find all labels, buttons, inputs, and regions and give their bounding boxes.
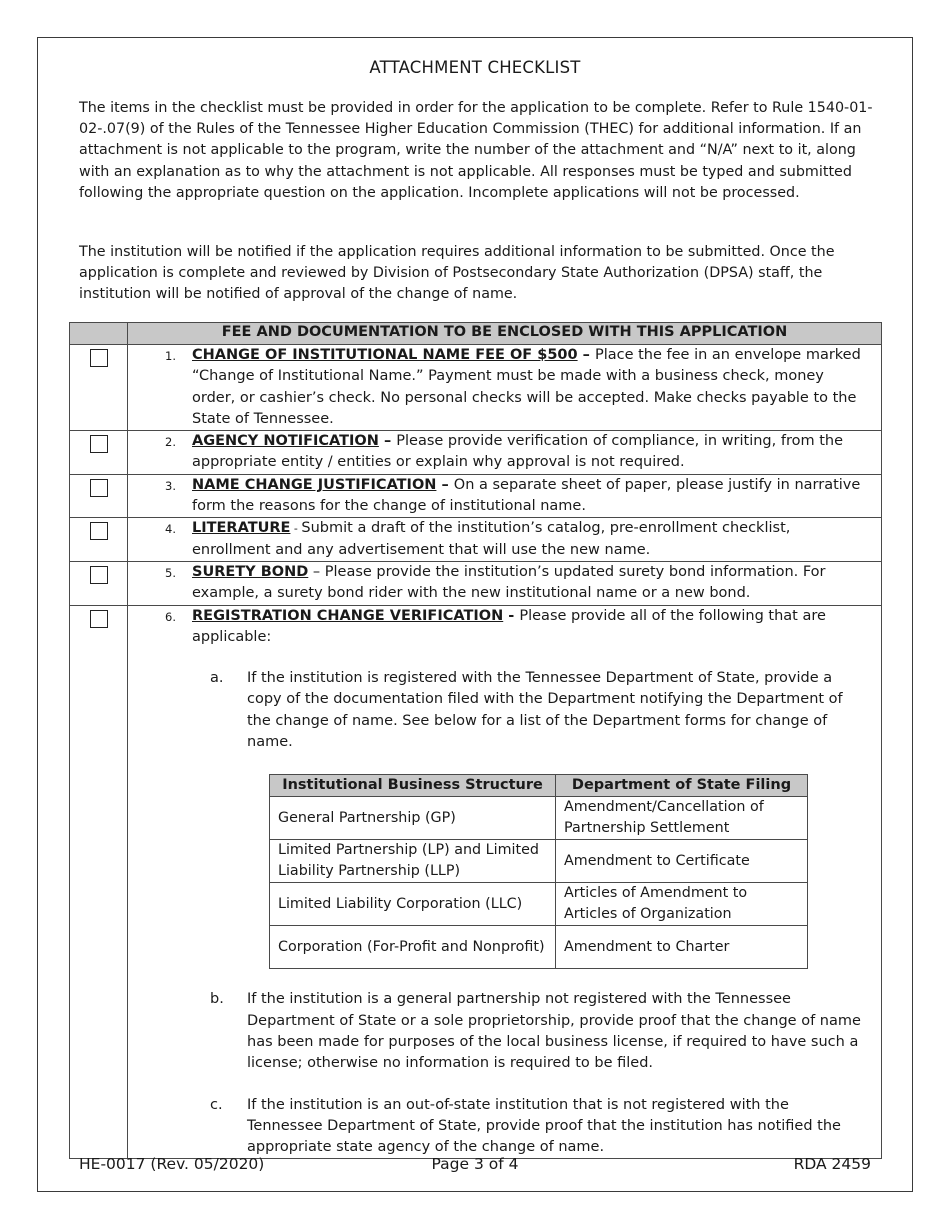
table-cell: Amendment to Charter — [556, 926, 808, 969]
checklist-item-2: 2. AGENCY NOTIFICATION – Please provide verification of compliance, in writing, from the appropriate entity / entities or explain why approval is not required. — [128, 431, 881, 474]
item-heading: SURETY BOND — [192, 563, 309, 580]
item-heading: AGENCY NOTIFICATION — [192, 433, 379, 450]
sub-item-c — [128, 1095, 881, 1159]
sub-item-b — [128, 989, 881, 1074]
checklist-item-6: 6. REGISTRATION CHANGE VERIFICATION - Please provide all of the following that are applicable: — [128, 606, 881, 649]
table-row — [270, 926, 808, 969]
table-cell: Amendment to Certificate — [556, 840, 808, 883]
table-cell: General Partnership (GP) — [270, 797, 556, 840]
item-number: 2. — [165, 435, 176, 450]
checklist-row-6 — [70, 605, 882, 1159]
item-number: 3. — [165, 478, 176, 493]
intro-paragraph-2: The institution will be notified if the application requires additional information to be submitted. Once the application is complete and reviewed by Division of Postsecondary State Authorization (DPSA) staff, the institution will be notified of approval of the change of name. — [79, 244, 835, 303]
filing-table-header: Institutional Business Structure — [270, 775, 556, 797]
checklist-row-1 — [70, 345, 882, 431]
item-number: 4. — [165, 522, 176, 537]
filing-table — [269, 774, 808, 969]
checkbox-item-3[interactable] — [90, 479, 108, 497]
item-heading: CHANGE OF INSTITUTIONAL NAME FEE OF $500 — [192, 347, 578, 363]
footer-page-number: Page 3 of 4 — [431, 1155, 519, 1173]
table-cell: Corporation (For-Profit and Nonprofit) — [270, 926, 556, 969]
table-row — [270, 840, 808, 883]
item-text: Place the fee in an envelope marked “Change of Institutional Name.” Payment must be made with a business check, money order, or cashier’s check. No personal checks will be accepted. Make checks payable to the State of Tennessee. — [192, 347, 861, 427]
table-cell: Limited Partnership (LP) and Limited Liability Partnership (LLP) — [270, 840, 556, 883]
item-heading: LITERATURE — [192, 520, 291, 537]
checkbox-item-5[interactable] — [90, 566, 108, 584]
checklist-item-1: 1. CHANGE OF INSTITUTIONAL NAME FEE OF $500 – Place the fee in an envelope marked “Change of Institutional Name.” Payment must be made with a business check, money order, or cashier’s check. No personal checks will be accepted. Make checks payable to the State of Tennessee. — [128, 345, 881, 430]
footer-rda: RDA 2459 — [793, 1155, 871, 1173]
item-text: Please provide verification of compliance, in writing, from the appropriate entity / entities or explain why approval is not required. — [192, 433, 843, 471]
item-heading: REGISTRATION CHANGE VERIFICATION — [192, 607, 504, 624]
table-cell: Articles of Amendment to Articles of Organization — [556, 883, 808, 926]
item-text: Submit a draft of the institution’s catalog, pre-enrollment checklist, enrollment and any advertisement that will use the new name. — [192, 520, 791, 558]
checklist-item-3: 3. NAME CHANGE JUSTIFICATION – On a separate sheet of paper, please justify in narrative form the reasons for the change of institutional name. — [128, 475, 881, 518]
checklist-item-4: 4. LITERATURE - Submit a draft of the institution’s catalog, pre-enrollment checklist, enrollment and any advertisement that will use the new name. — [128, 518, 881, 561]
table-cell: Amendment/Cancellation of Partnership Settlement — [556, 797, 808, 840]
table-row — [270, 797, 808, 840]
checklist-header-blank — [70, 323, 128, 345]
sub-item-label: a. — [210, 670, 224, 687]
page-title: ATTACHMENT CHECKLIST — [369, 58, 581, 77]
table-row — [270, 883, 808, 926]
checklist-table — [69, 322, 882, 1159]
checklist-row-5 — [70, 561, 882, 605]
checklist-row-4 — [70, 518, 882, 562]
sub-item-label: b. — [210, 991, 224, 1008]
checkbox-item-4[interactable] — [90, 522, 108, 540]
item-text: Please provide the institution’s updated surety bond information. For example, a surety bond rider with the new institutional name or a new bond. — [192, 563, 826, 602]
table-cell: Limited Liability Corporation (LLC) — [270, 883, 556, 926]
sub-item-text: If the institution is registered with the Tennessee Department of State, provide a copy of the documentation filed with the Department notifying the Department of the change of name. See below for a list of the Department forms for change of name. — [247, 670, 843, 751]
checklist-header: FEE AND DOCUMENTATION TO BE ENCLOSED WITH THIS APPLICATION — [128, 323, 882, 345]
filing-table-header: Department of State Filing — [556, 775, 808, 797]
intro-paragraph-1: The items in the checklist must be provided in order for the application to be complete. Refer to Rule 1540-01-02-.07(9) of the Rules of the Tennessee Higher Education Commission (THEC) for additional information. If an attachment is not applicable to the program, write the number of the attachment and “N/A” next to it, along with an explanation as to why the attachment is not applicable. All responses must be typed and submitted following the appropriate question on the application. Incomplete applications will not be processed. — [79, 100, 873, 201]
item-heading: NAME CHANGE JUSTIFICATION — [192, 476, 437, 493]
item-number: 6. — [165, 609, 176, 624]
checkbox-item-2[interactable] — [90, 435, 108, 453]
item-text: On a separate sheet of paper, please justify in narrative form the reasons for the change of institutional name. — [192, 476, 861, 515]
checkbox-item-1[interactable] — [90, 349, 108, 367]
sub-item-a — [128, 668, 881, 753]
checklist-row-3 — [70, 474, 882, 518]
checklist-item-5: 5. SURETY BOND – Please provide the institution’s updated surety bond information. For example, a surety bond rider with the new institutional name or a new bond. — [128, 562, 881, 605]
checklist-row-2 — [70, 431, 882, 475]
sub-item-text: If the institution is an out-of-state institution that is not registered with the Tennessee Department of State, provide proof that the institution has notified the appropriate state agency of the change of name. — [247, 1096, 841, 1156]
item-number: 1. — [165, 349, 176, 363]
checkbox-item-6[interactable] — [90, 610, 108, 628]
sub-item-label: c. — [210, 1096, 223, 1113]
footer-form-number: HE-0017 (Rev. 05/2020) — [79, 1155, 265, 1173]
checklist-header-row — [70, 323, 882, 345]
sub-item-text: If the institution is a general partnership not registered with the Tennessee Department of State or a sole proprietorship, provide proof that the change of name has been made for purposes of the local business license, if required to have such a license; otherwise no information is required to be filed. — [247, 991, 861, 1072]
item-text: Please provide all of the following that are applicable: — [192, 607, 826, 645]
item-number: 5. — [165, 565, 176, 580]
